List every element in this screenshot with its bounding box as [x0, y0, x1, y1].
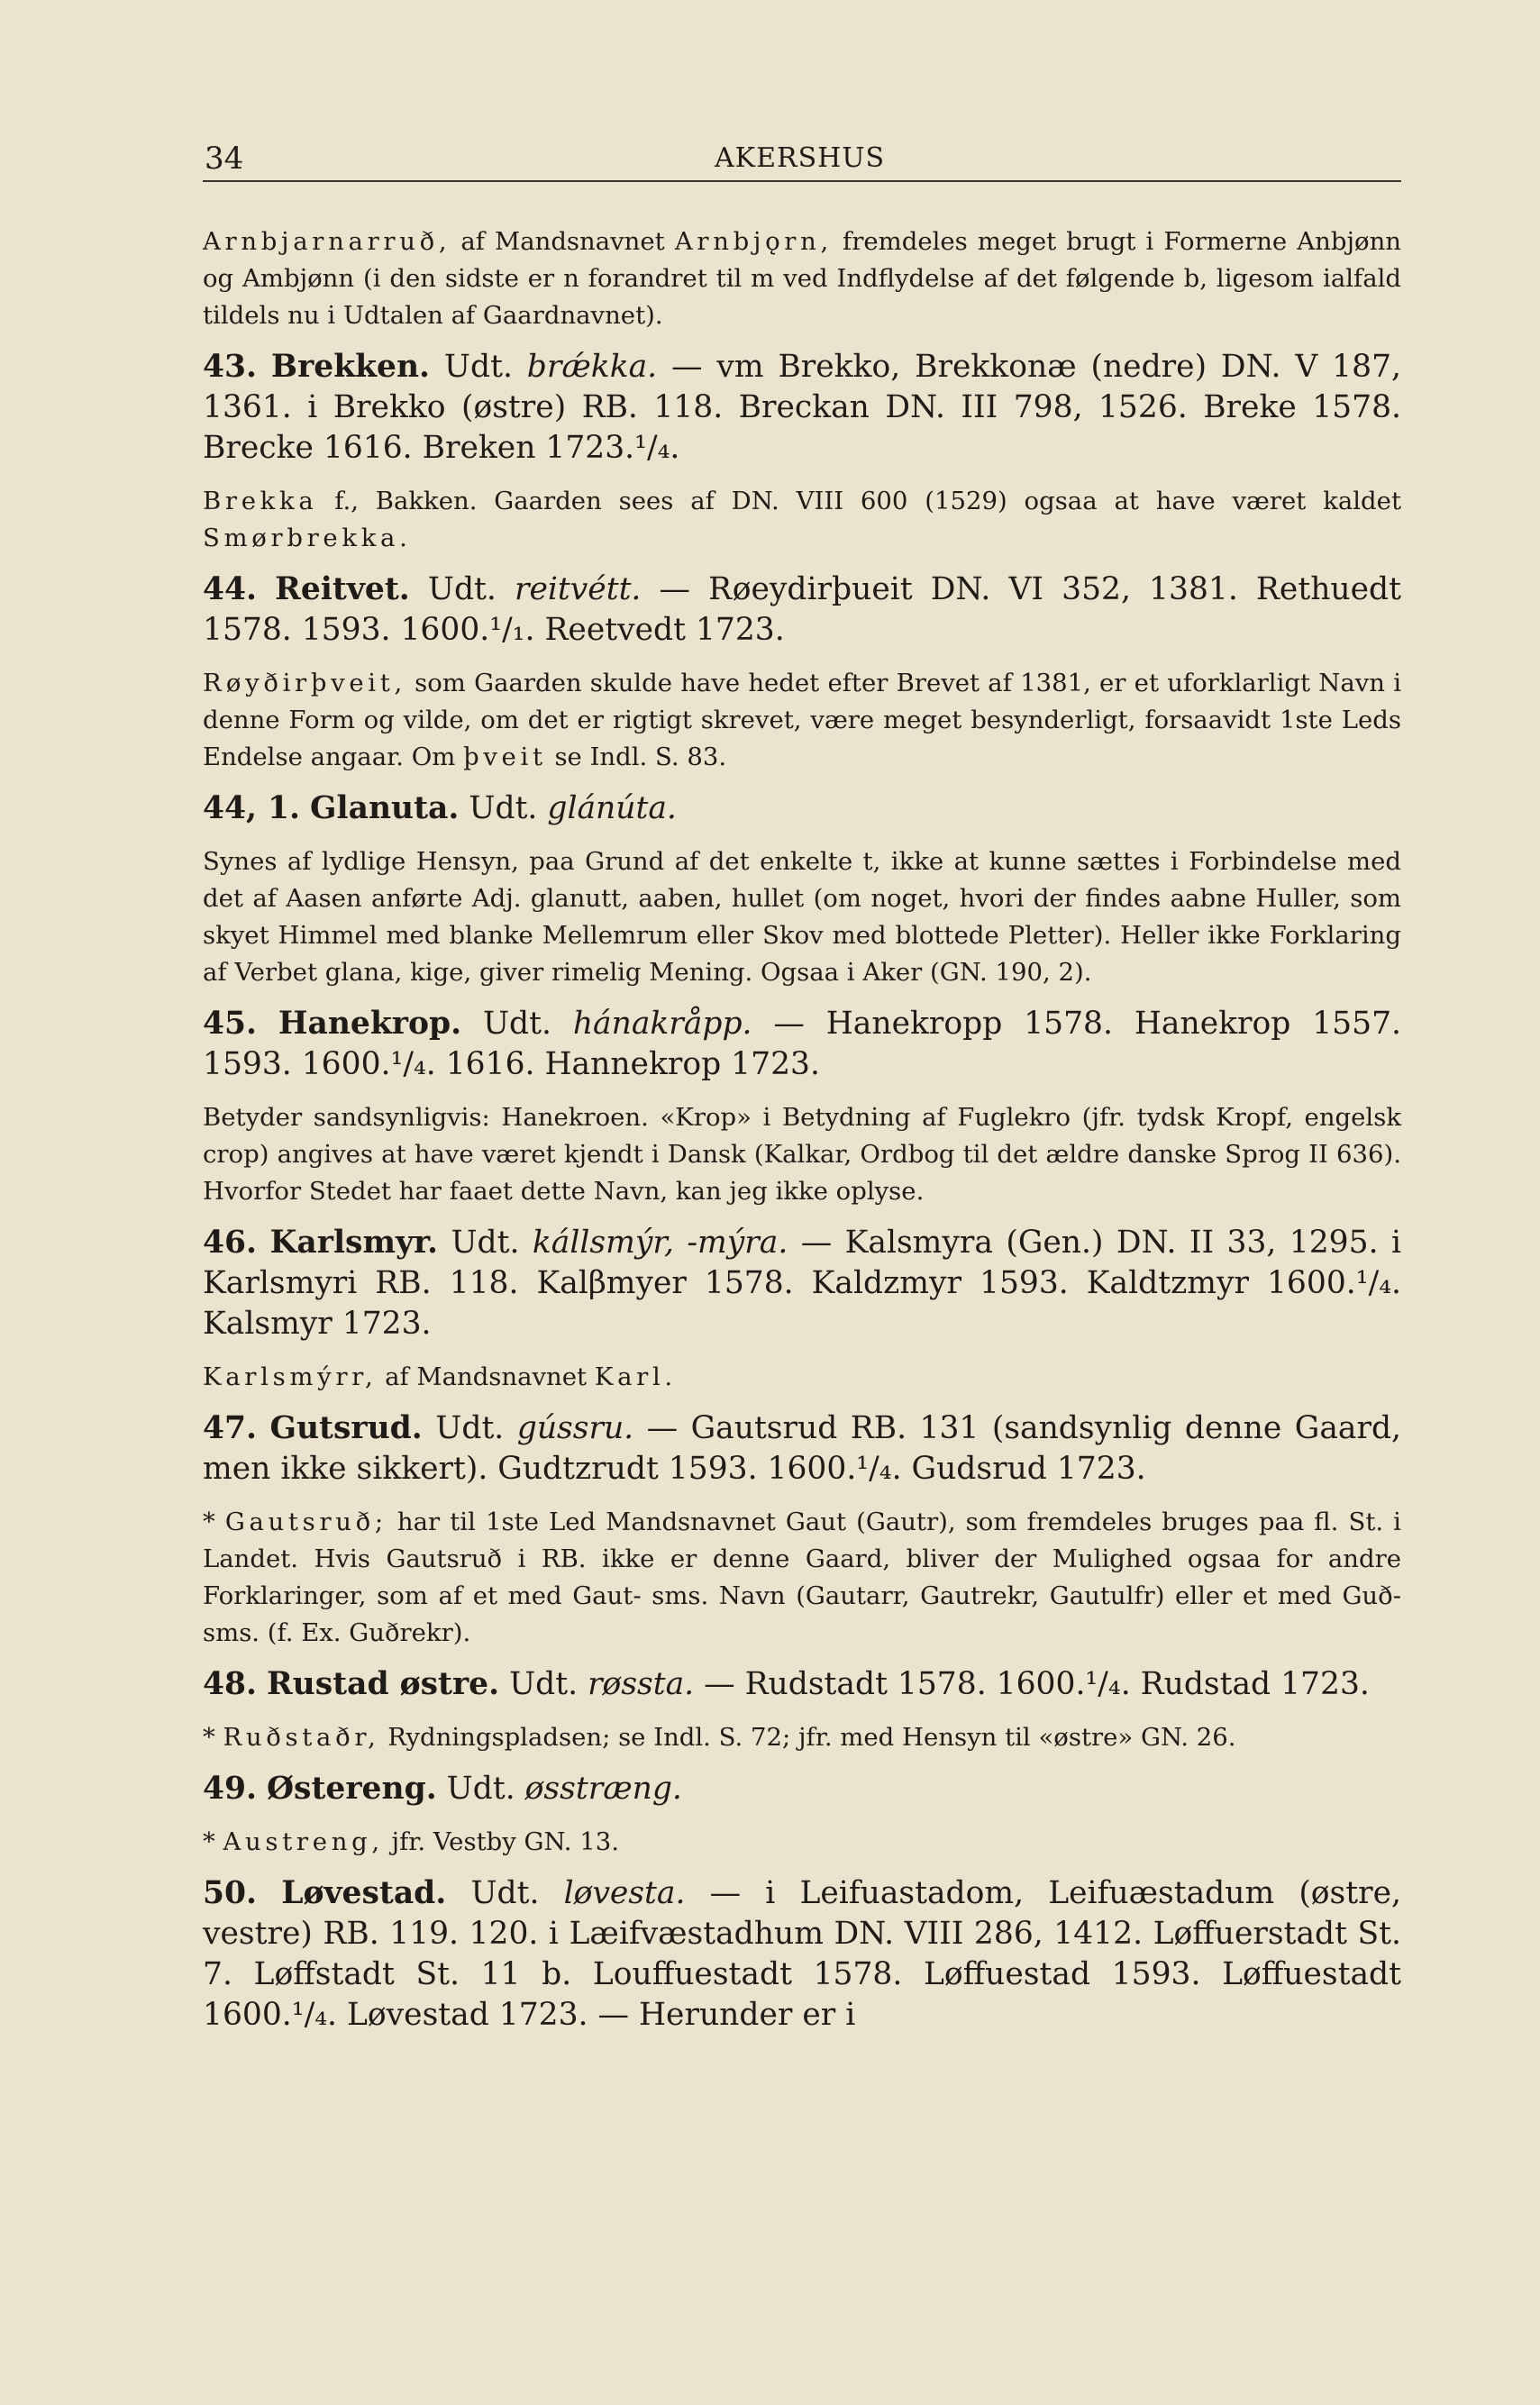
entry-43: 43. Brekken. Udt. brǽkka. — vm Brekko, Brekkonæ (nedre) DN. V 187, 1361. i Brekko (østre) RB. 118. Breckan DN. III 798, 1526. Breke 1578. Brecke 1616. Breken 1723.¹/₄.	[203, 349, 1401, 466]
entry-44-1-note: Synes af lydlige Hensyn, paa Grund af det enkelte t, ikke at kunne sættes i Forbindelse med det af Aasen anførte Adj. glanutt, aaben, hullet (om noget, hvori der findes aabne Huller, som skyet Himmel med blanke Mellemrum eller Skov med blottede Pletter). Heller ikke Forklaring af Verbet glana, kige, giver rimelig Mening. Ogsaa i Aker (GN. 190, 2).	[203, 847, 1401, 987]
entry-47: 47. Gutsrud. Udt. gússru. — Gautsrud RB. 131 (sandsynlig denne Gaard, men ikke sikkert). Gudtzrudt 1593. 1600.¹/₄. Gudsrud 1723.	[203, 1410, 1401, 1487]
entry-44: 44. Reitvet. Udt. reitvétt. — Røeydirþueit DN. VI 352, 1381. Rethuedt 1578. 1593. 1600.¹/₁. Reetvedt 1723.	[203, 571, 1401, 648]
entry-44-note: Røyðirþveit, som Gaarden skulde have hedet efter Brevet af 1381, er et uforklarligt Navn i denne Form og vilde, om det er rigtigt skrevet, være meget besynderligt, forsaavidt 1ste Leds Endelse angaar. Om þveit se Indl. S. 83.	[203, 669, 1401, 771]
page-body	[203, 223, 1401, 2050]
entry-46-note: Karlsmýrr, af Mandsnavnet Karl.	[203, 1362, 677, 1391]
entry-43-note: Brekka f., Bakken. Gaarden sees af DN. VIII 600 (1529) ogsaa at have været kaldet Smørbrekka.	[203, 487, 1401, 552]
entry-47-note: * Gautsruð; har til 1ste Led Mandsnavnet Gaut (Gautr), som fremdeles bruges paa fl. St. i Landet. Hvis Gautsruð i RB. ikke er denne Gaard, bliver der Mulighed ogsaa for andre Forklaringer, som af et med Gaut- sms. Navn (Gautarr, Gautrekr, Gautulfr) eller et med Guð- sms. (f. Ex. Guðrekr).	[203, 1508, 1401, 1647]
entry-46: 46. Karlsmyr. Udt. kállsmýr, -mýra. — Kalsmyra (Gen.) DN. II 33, 1295. i Karlsmyri RB. 118. Kalβmyer 1578. Kaldzmyr 1593. Kaldtzmyr 1600.¹/₄. Kalsmyr 1723.	[203, 1225, 1401, 1342]
entry-50: 50. Løvestad. Udt. løvesta. — i Leifuastadom, Leifuæstadum (østre, vestre) RB. 119. 120. i Læifvæstadhum DN. VIII 286, 1412. Løffuerstadt St. 7. Løffstadt St. 11 b. Louffuestadt 1578. Løffuestad 1593. Løffuestadt 1600.¹/₄. Løvestad 1723. — Herunder er i	[203, 1875, 1401, 2033]
entry-45: 45. Hanekrop. Udt. hánakråpp. — Hanekropp 1578. Hanekrop 1557. 1593. 1600.¹/₄. 1616. Hannekrop 1723.	[203, 1006, 1401, 1082]
entry-49-note: * Austreng, jfr. Vestby GN. 13.	[203, 1827, 619, 1856]
entry-45-note: Betyder sandsynligvis: Hanekroen. «Krop» i Betydning af Fuglekro (jfr. tydsk Kropf, engelsk crop) angives at have været kjendt i Dansk (Kalkar, Ordbog til det ældre danske Sprog II 636). Hvorfor Stedet har faaet dette Navn, kan jeg ikke oplyse.	[203, 1103, 1401, 1206]
intro-note: Arnbjarnarruð, af Mandsnavnet Arnbjǫrn, fremdeles meget brugt i Formerne Anbjønn og Ambjønn (i den sidste er n forandret til m ved Indflydelse af det følgende b, ligesom ialfald tildels nu i Udtalen af Gaardnavnet).	[203, 227, 1401, 330]
page-number: 34	[205, 141, 244, 177]
entry-44-1: 44, 1. Glanuta. Udt. glánúta.	[203, 790, 677, 826]
page-header	[203, 137, 1401, 182]
running-title: AKERSHUS	[715, 142, 886, 174]
entry-48-note: * Ruðstaðr, Rydningspladsen; se Indl. S. 72; jfr. med Hensyn til «østre» GN. 26.	[203, 1723, 1236, 1752]
entry-48: 48. Rustad østre. Udt. røssta. — Rudstadt 1578. 1600.¹/₄. Rudstad 1723.	[203, 1666, 1370, 1702]
entry-49: 49. Østereng. Udt. øsstræng.	[203, 1771, 682, 1807]
